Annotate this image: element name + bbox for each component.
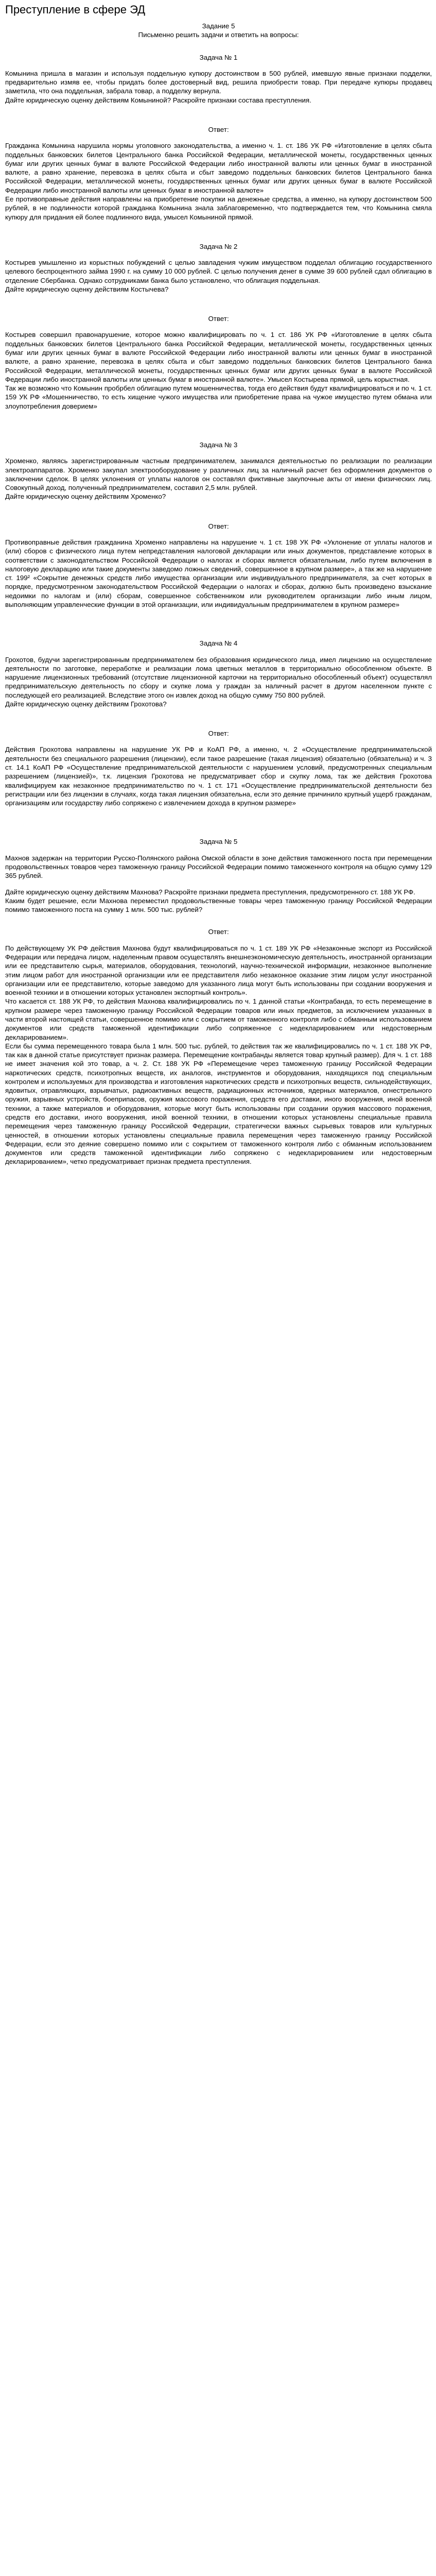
task-question: Дайте юридическую оценку действиям Махнова? Раскройте признаки предмета преступления, предусмотренного ст. 188 УК РФ. — [5, 888, 415, 896]
task-problem: Хроменко, являясь зарегистрированным частным предпринимателем, занимался деятельностью по реализации по реализации электроаппаратов. Хроменко закупал электрооборудование у различных лиц за наличный расчет без оформления документов о заключении сделок. В целях уклонения от уплаты налогов он составлял фиктивные закупочные акты от имени физических лиц. Совокупный доход, полученный предпринимателем, составил 2,5 млн. рублей. — [5, 457, 432, 492]
answer-paragraph: Что касается ст. 188 УК РФ, то действия Махнова квалифицировались по ч. 1 данной статьи «Контрабанда, то есть перемещение в крупном размере через таможенную границу Российской Федерации товаров или иных предметов, за исключением указанных в части второй настоящей статьи, совершенное помимо или с сокрытием от таможенного контроля либо с обманным использованием документов или средств таможенной идентификации либо сопряженное с недекларированием или недостоверным декларированием». — [5, 997, 432, 1041]
answer-label: Ответ: — [208, 315, 229, 323]
task-title: Задача № 3 — [199, 441, 238, 449]
answer-paragraph: Если бы сумма перемещенного товара была 1 млн. 500 тыс. рублей, то действия так же квалифицировались по ч. 1 ст. 188 УК РФ, так как в данной статье присутствует признак размера. Перемещение контрабанды является товар крупный размер). Для ч. 1 ст. 188 не имеет значения кой это товар, а ч. 2. Ст. 188 УК РФ «Перемещение через таможенную границу Российской Федерации наркотических средств, психотропных веществ, их аналогов, инструментов и оборудования, находящихся под специальным контролем и используемых для производства и изготовления наркотических средств и психотропных веществ, сильнодействующих, ядовитых, отравляющих, взрывчатых, радиоактивных веществ, радиационных источников, ядерных материалов, огнестрельного оружия, взрывных устройств, боеприпасов, оружия массового поражения, средств его доставки, иного вооружения, иной военной техники, а также материалов и оборудования, которые могут быть использованы при создании оружия массового поражения, средств его доставки, иного вооружения, иной военной техники, в отношении которых установлены специальные правила перемещения через таможенную границу Российской Федерации, стратегически важных сырьевых товаров или культурных ценностей, в отношении которых установлены специальные правила перемещения через таможенную границу Российской Федерации, если это деяние совершено помимо или с сокрытием от таможенного контроля либо с обманным использованием документов или средств таможенной идентификации либо сопряжено с недекларированием или недостоверным декларированием», четко предусматривает признак предмета преступления. — [5, 1042, 432, 1166]
answer-label: Ответ: — [208, 928, 229, 936]
task-title: Задача № 1 — [199, 53, 238, 61]
answer-paragraph: Так же возможно что Комынин пробрбел облигацию путем мошенничества, тогда его действия будут квалифицироваться и по ч. 1 ст. 159 УК РФ «Мошенничество, то есть хищение чужого имущества или приобретение права на чужое имущество путем обмана или злоупотребления доверием» — [5, 384, 432, 410]
document-page — [0, 0, 436, 1166]
answer-label: Ответ: — [208, 125, 229, 133]
task-5 — [5, 837, 432, 1166]
assignment-number: Задание 5 — [202, 22, 235, 30]
task-3 — [5, 440, 432, 609]
answer-label: Ответ: — [208, 522, 229, 530]
task-question: Дайте юридическую оценку действиям Костычева? — [5, 285, 169, 293]
task-1 — [5, 53, 432, 222]
task-problem: Комынина пришла в магазин и используя поддельную купюру достоинством в 500 рублей, имевшую явные признаки подделки, предварительно измяв ее, чтобы придать более достоверный вид, решила приобрести товар. При передаче купюры продавец заметила, что она поддельная, забрала товар, а подделку вернула. — [5, 69, 432, 95]
answer-paragraph: Ее противоправные действия направлены на приобретение покупки на денежные средства, а именно, на купюру достоинством 500 рублей, в не подлинности которой гражданка Комынина знала заблаговременно, что подтверждается тем, что Комынина смяла купюру для придания ей более подлинного вида, умысел Комыниной прямой. — [5, 195, 432, 221]
task-question: Дайте юридическую оценку действиям Комыниной? Раскройте признаки состава преступления. — [5, 96, 311, 104]
task-problem: Грохотов, будучи зарегистрированным предпринимателем без образования юридического лица, имел лицензию на осуществление деятельности по заготовке, переработке и реализации лома цветных металлов в территориально обособленном объекте. В нарушение лицензионных требований (отсутствие лицензионной карточки на территориально обособленный объект) осуществлял предпринимательскую деятельность по сбору и скупке лома у граждан за наличный расчет в другом населенном пункте с последующей его реализацией. Вследствие этого он извлек доход на общую сумму 750 800 рублей. — [5, 655, 432, 699]
task-problem: Костырев умышленно из корыстных побуждений с целью завладения чужим имуществом подделал облигацию государственного целевого беспроцентного займа 1990 г. на сумму 10 000 рублей. С целью получения денег в сумме 39 600 рублей сдал облигацию в отделение Сбербанка. Однако сотрудниками банка было установлено, что облигация поддельная. — [5, 259, 432, 284]
task-title: Задача № 4 — [199, 639, 238, 648]
task-title: Задача № 2 — [199, 242, 238, 250]
task-4 — [5, 639, 432, 807]
task-question: Дайте юридическую оценку действиям Грохотова? — [5, 700, 167, 708]
task-question: Дайте юридическую оценку действиям Хроменко? — [5, 493, 166, 501]
answer-paragraph: Костырев совершил правонарушение, которое можно квалифицировать по ч. 1 ст. 186 УК РФ «Изготовление в целях сбыта поддельных банковских билетов Центрального банка Российской Федерации, металлической монеты, государственных ценных бумаг или других ценных бумаг в валюте Российской Федерации либо иностранной валюты или ценных бумаг в иностранной валюте, а равно хранение, перевозка в целях сбыта и сбыт заведомо поддельных банковских билетов Центрального банка Российской Федерации, металлической монеты, государственных ценных бумаг или других ценных бумаг в валюте Российской Федерации либо иностранной валюты или ценных бумаг в иностранной валюте». Умысел Костырева прямой, цель корыстная. — [5, 331, 432, 383]
document-title: Преступление в сфере ЭД — [5, 3, 146, 16]
answer-paragraph: Гражданка Комынина нарушила нормы уголовного законодательства, а именно ч. 1. ст. 186 УК РФ «Изготовление в целях сбыта поддельных банковских билетов Центрального банка Российской Федерации, металлической монеты, государственных ценных бумаг или других ценных бумаг в валюте Российской Федерации либо иностранной валюты или ценных бумаг в иностранной валюте, а равно хранение, перевозка в целях сбыта и сбыт заведомо поддельных банковских билетов Центрального банка Российской Федерации, металлической монеты, государственных ценных бумаг или других ценных бумаг в валюте Российской Федерации либо иностранной валюты или ценных бумаг в иностранной валюте» — [5, 142, 432, 194]
task-2 — [5, 242, 432, 411]
answer-paragraph: По действующему УК РФ действия Махнова будут квалифицироваться по ч. 1 ст. 189 УК РФ «Незаконные экспорт из Российской Федерации или передача лицом, наделенным правом осуществлять внешнеэкономическую деятельность, иностранной организации или ее представителю сырья, материалов, оборудования, технологий, научно-технической информации, незаконное выполнение этим лицом работ для иностранной организации или ее представителя либо незаконное оказание этим лицом услуг иностранной организации или ее представителю, которые заведомо для указанного лица могут быть использованы при создании вооружения и военной техники и в отношении которых установлен экспортный контроль». — [5, 944, 432, 997]
task-problem: Махнов задержан на территории Русско-Полянского района Омской области в зоне действия таможенного поста при перемещении продовольственных товаров через таможенную границу Российской Федерации помимо таможенного контроля на общую сумму 129 365 рублей. — [5, 854, 432, 880]
answer-paragraph: Противоправные действия гражданина Хроменко направлены на нарушение ч. 1 ст. 198 УК РФ «Уклонение от уплаты налогов и (или) сборов с физического лица путем непредставления налоговой декларации или иных документов, представление которых в соответствии с законодательством Российской Федерации о налогах и сборах является обязательным, либо путем включения в налоговую декларацию или такие документы заведомо ложных сведений, совершенное в крупном размере», а так же на нарушение ст. 199² «Сокрытие денежных средств либо имущества организации или индивидуального предпринимателя, за счет которых в порядке, предусмотренном законодательством Российской Федерации о налогах и сборах, должно быть произведено взыскание недоимки по налогам и (или) сборам, совершенное собственником или руководителем организации либо иным лицом, выполняющим управленческие функции в этой организации, или индивидуальным предпринимателем в крупном размере» — [5, 538, 432, 608]
task-title: Задача № 5 — [199, 838, 238, 846]
assignment-instruction: Письменно решить задачи и ответить на вопросы: — [138, 31, 299, 39]
task-problem-extra: Каким будет решение, если Махнова переместил продовольственные товары через таможенную границу Российской Федерации помимо таможенного поста на сумму 1 млн. 500 тыс. рублей? — [5, 896, 432, 914]
answer-label: Ответ: — [208, 730, 229, 738]
answer-paragraph: Действия Грохотова направлены на нарушение УК РФ и КоАП РФ, а именно, ч. 2 «Осуществление предпринимательской деятельности без специального разрешения (лицензии), если такое разрешение (такая лицензия) обязательно (обязательна) и ч. 3 ст. 14.1 КоАП РФ «Осуществление предпринимательской деятельности с нарушением условий, предусмотренных специальным разрешением (лицензией)», т.к. лицензия Грохотова не предусматривает сбор и скупку лома, так же действия Грохотова квалифицируем как незаконное предпринимательство по ч. 1 ст. 171 «Осуществление предпринимательской деятельности без регистрации или без лицензии в случаях, когда такая лицензия обязательна, если это деяние причинило крупный ущерб гражданам, организациям или государству либо сопряжено с извлечением дохода в крупном размере» — [5, 745, 432, 807]
